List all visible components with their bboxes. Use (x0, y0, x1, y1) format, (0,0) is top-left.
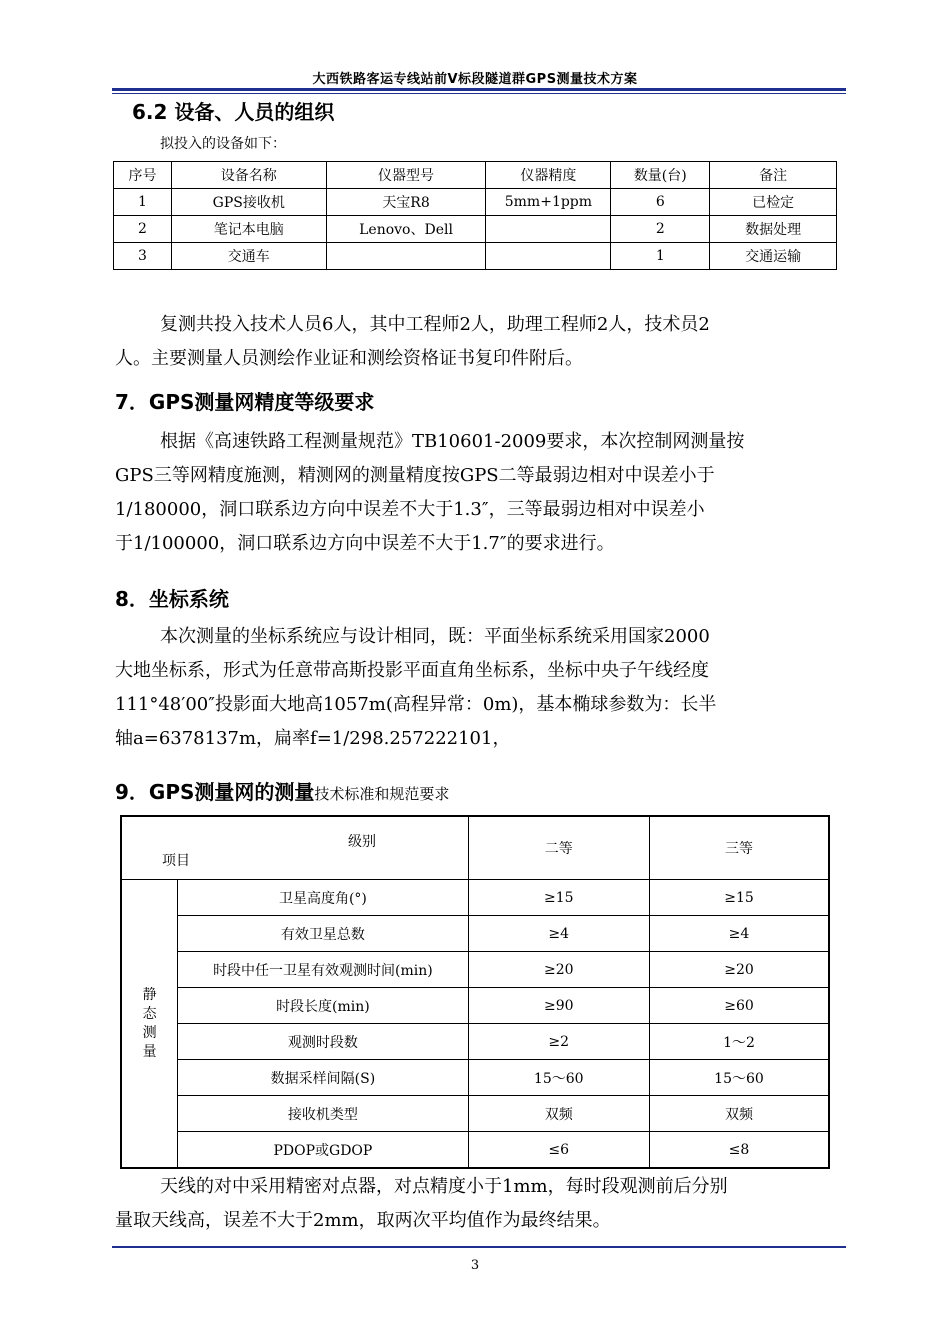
table-cell: 双频 (649, 1096, 829, 1132)
table-row (121, 1132, 829, 1169)
table-cell (326, 243, 486, 270)
header-rule-thin (112, 93, 846, 94)
table-row (121, 952, 829, 988)
table-cell: 3 (114, 243, 172, 270)
paragraph-line: 1/180000，洞口联系边方向中误差不大于1.3″，三等最弱边相对中误差小 (115, 499, 705, 520)
section-6-2-heading: 6.2 设备、人员的组织 (132, 100, 335, 124)
table-cell: 1 (114, 189, 172, 216)
table-cell: ≥4 (468, 916, 649, 952)
table-header-cell: 设备名称 (171, 162, 326, 189)
section-8-heading: 8．坐标系统 (115, 587, 229, 611)
staff-paragraph (115, 308, 837, 376)
table-cell: 有效卫星总数 (178, 916, 468, 952)
table-cell: 数据采样间隔(S) (178, 1060, 468, 1096)
table-row (114, 243, 837, 270)
table-row (121, 1024, 829, 1060)
table-cell: 时段长度(min) (178, 988, 468, 1024)
table-row (121, 1060, 829, 1096)
table-header-cell: 序号 (114, 162, 172, 189)
table-header-cell: 仪器精度 (486, 162, 611, 189)
paragraph-line: 本次测量的坐标系统应与设计相同，既：平面坐标系统采用国家2000 (160, 626, 710, 647)
table-cell: ≤8 (649, 1132, 829, 1169)
header-item-label: 项目 (162, 853, 190, 869)
table-row (121, 988, 829, 1024)
header-level-label: 级别 (348, 834, 376, 850)
paragraph-line: 天线的对中采用精密对点器，对点精度小于1mm，每时段观测前后分别 (160, 1176, 728, 1197)
accuracy-paragraph (115, 425, 837, 561)
table-cell: Lenovo、Dell (326, 216, 486, 243)
table-cell: 接收机类型 (178, 1096, 468, 1132)
table-cell: ≤6 (468, 1132, 649, 1169)
table-cell: ≥20 (468, 952, 649, 988)
table-cell: ≥15 (649, 880, 829, 916)
table-header-cell: 二等 (468, 816, 649, 880)
table-header-cell: 三等 (649, 816, 829, 880)
table-cell: 卫星高度角(°) (178, 880, 468, 916)
table-cell: ≥15 (468, 880, 649, 916)
table-cell: 1～2 (649, 1024, 829, 1060)
table-header-row (114, 162, 837, 189)
paragraph-line: 111°48′00″投影面大地高1057m(高程异常：0m)，基本椭球参数为：长半 (115, 694, 717, 715)
table-cell: 时段中任一卫星有效观测时间(min) (178, 952, 468, 988)
table-cell: ≥2 (468, 1024, 649, 1060)
paragraph-line: 根据《高速铁路工程测量规范》TB10601-2009要求，本次控制网测量按 (160, 431, 745, 452)
section-9-heading-suffix: 技术标准和规范要求 (314, 785, 450, 803)
table-cell (486, 216, 611, 243)
diagonal-header-cell (121, 816, 468, 880)
footer-rule (112, 1246, 846, 1248)
header-rule (112, 88, 846, 91)
table-cell: 15～60 (649, 1060, 829, 1096)
table-cell: 交通运输 (710, 243, 837, 270)
table-cell: ≥20 (649, 952, 829, 988)
table-cell: 5mm+1ppm (486, 189, 611, 216)
table-row (114, 189, 837, 216)
table-cell (486, 243, 611, 270)
section-9-heading-main: 9．GPS测量网的测量 (115, 780, 315, 804)
table-cell: PDOP或GDOP (178, 1132, 468, 1169)
paragraph-line: 大地坐标系，形式为任意带高斯投影平面直角坐标系，坐标中央子午线经度 (115, 660, 709, 681)
table-header-cell: 备注 (710, 162, 837, 189)
table-cell: 2 (611, 216, 710, 243)
table-row (121, 880, 829, 916)
paragraph-line: 于1/100000，洞口联系边方向中误差不大于1.7″的要求进行。 (115, 533, 615, 554)
section-7-heading: 7．GPS测量网精度等级要求 (115, 390, 375, 414)
document-header-title: 大西铁路客运专线站前Ⅴ标段隧道群GPS测量技术方案 (312, 72, 638, 87)
table-cell: ≥4 (649, 916, 829, 952)
table-cell: 双频 (468, 1096, 649, 1132)
antenna-paragraph (115, 1170, 837, 1238)
coordinate-paragraph (115, 620, 837, 756)
table-cell: 交通车 (171, 243, 326, 270)
group-label-char: 静 (142, 986, 157, 1003)
section-9-heading (115, 776, 449, 805)
table-cell: 15～60 (468, 1060, 649, 1096)
table-cell: 1 (611, 243, 710, 270)
table-cell: 数据处理 (710, 216, 837, 243)
table-row (121, 1096, 829, 1132)
table-cell: 观测时段数 (178, 1024, 468, 1060)
table-cell: GPS接收机 (171, 189, 326, 216)
static-survey-group-label (121, 880, 178, 1169)
group-label-char: 量 (142, 1043, 157, 1060)
table-header-row (121, 816, 829, 880)
table-cell: 2 (114, 216, 172, 243)
table-cell: ≥60 (649, 988, 829, 1024)
table-cell: 天宝R8 (326, 189, 486, 216)
equipment-table (113, 161, 837, 270)
table-cell: 6 (611, 189, 710, 216)
page-number: 3 (470, 1258, 480, 1273)
paragraph-line: 量取天线高，误差不大于2mm，取两次平均值作为最终结果。 (115, 1210, 611, 1231)
paragraph-line: GPS三等网精度施测，精测网的测量精度按GPS二等最弱边相对中误差小于 (115, 465, 715, 486)
table-cell: 笔记本电脑 (171, 216, 326, 243)
table-header-cell: 仪器型号 (326, 162, 486, 189)
equipment-intro: 拟投入的设备如下： (160, 136, 286, 152)
paragraph-line: 轴a=6378137m，扁率f=1/298.257222101， (115, 728, 511, 749)
group-label-char: 态 (142, 1005, 157, 1022)
table-row (121, 916, 829, 952)
table-header-cell: 数量(台) (611, 162, 710, 189)
group-label-char: 测 (142, 1024, 157, 1041)
table-row (114, 216, 837, 243)
paragraph-line: 人。主要测量人员测绘作业证和测绘资格证书复印件附后。 (115, 348, 583, 369)
gps-standards-table (120, 815, 830, 1169)
table-cell: ≥90 (468, 988, 649, 1024)
paragraph-line: 复测共投入技术人员6人，其中工程师2人，助理工程师2人，技术员2 (160, 314, 710, 335)
table-cell: 已检定 (710, 189, 837, 216)
